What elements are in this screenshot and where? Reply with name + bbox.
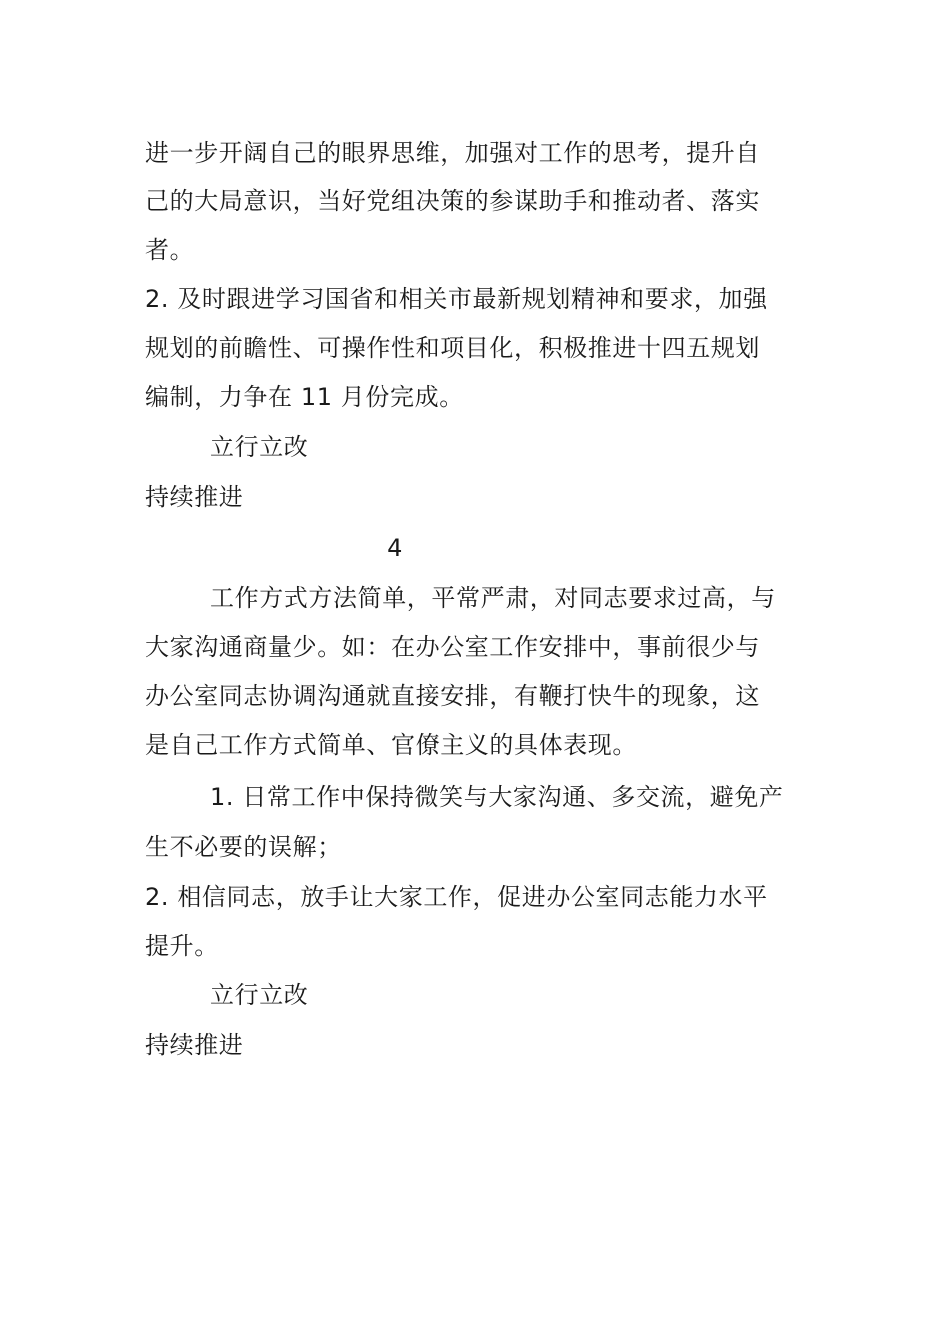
measure-line: 2. 相信同志，放手让大家工作，促进办公室同志能力水平 (145, 883, 768, 911)
item-number: 4 (387, 534, 403, 562)
measure-line: 1. 日常工作中保持微笑与大家沟通、多交流，避免产 (210, 783, 784, 811)
problem-line: 工作方式方法简单，平常严肃，对同志要求过高，与 (210, 584, 776, 612)
text-line: 编制，力争在 11 月份完成。 (145, 383, 464, 411)
text-line: 2. 及时跟进学习国省和相关市最新规划精神和要求，加强 (145, 285, 768, 313)
problem-line: 是自己工作方式简单、官僚主义的具体表现。 (145, 731, 637, 759)
measure-line: 生不必要的误解； (145, 833, 342, 861)
problem-line: 大家沟通商量少。如：在办公室工作安排中，事前很少与 (145, 633, 760, 661)
text-line: 规划的前瞻性、可操作性和项目化，积极推进十四五规划 (145, 334, 760, 362)
progress-text: 持续推进 (145, 483, 244, 511)
problem-line: 办公室同志协调沟通就直接安排，有鞭打快牛的现象，这 (145, 682, 760, 710)
progress-text: 持续推进 (145, 1031, 244, 1059)
status-text: 立行立改 (210, 981, 309, 1009)
status-text: 立行立改 (210, 433, 309, 461)
measure-line: 提升。 (145, 932, 219, 960)
text-line: 进一步开阔自己的眼界思维，加强对工作的思考，提升自 (145, 139, 760, 167)
text-line: 者。 (145, 236, 195, 264)
text-line: 己的大局意识，当好党组决策的参谋助手和推动者、落实 (145, 187, 760, 215)
